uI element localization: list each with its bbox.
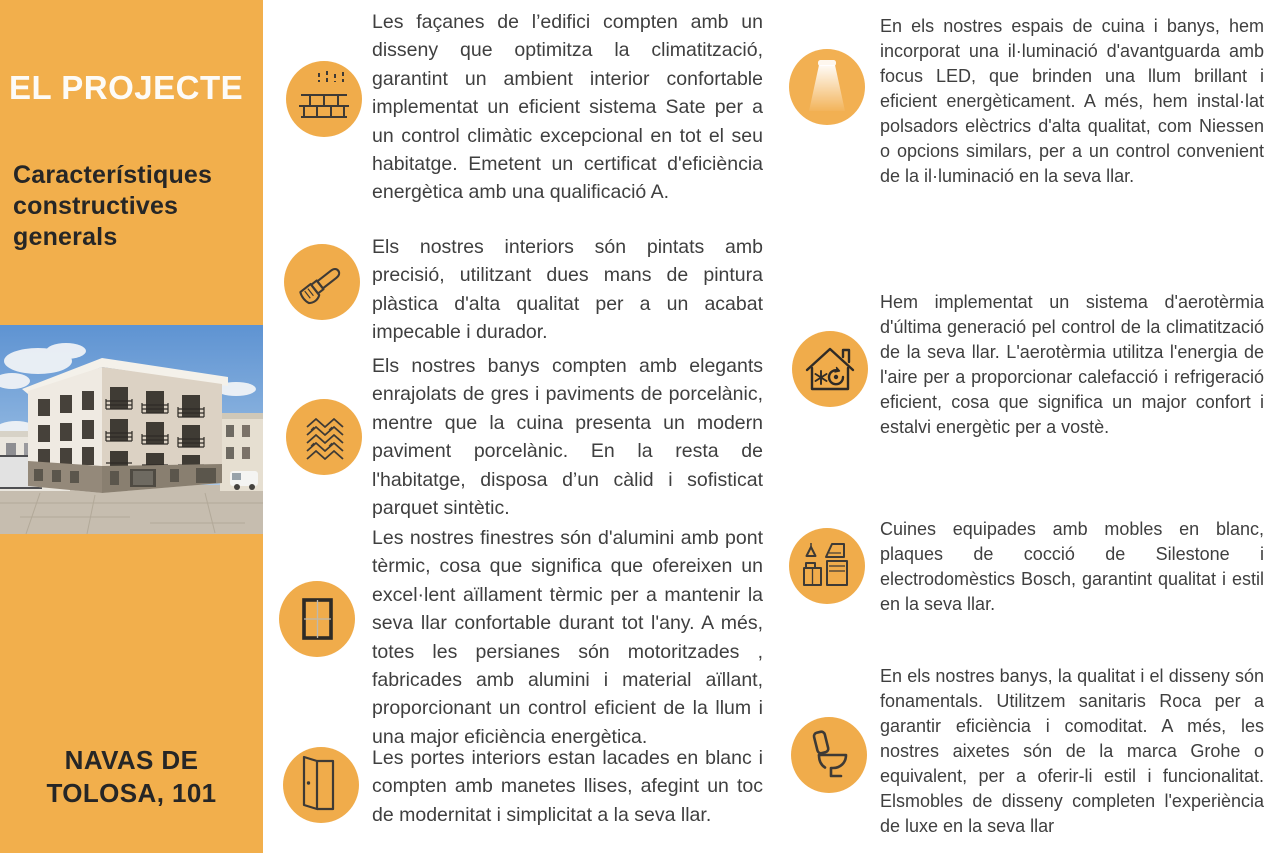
address: NAVAS DE TOLOSA, 101 — [46, 745, 217, 808]
toilet-icon — [791, 717, 867, 793]
sidebar — [0, 0, 263, 853]
page-title: EL PROJECTE — [9, 69, 244, 106]
paragraph-flooring: Els nostres banys compten amb elegants enrajolats de gres i paviments de porcelànic, mentre que la cuina presenta un modern paviment porcelànic. En la resta de l'habitatge, disposa d’un càlid i sofisticat parquet sintètic. — [372, 355, 763, 520]
page-subtitle: Característiques constructives generals — [13, 161, 213, 251]
kitchen-icon — [789, 528, 865, 604]
paintbrush-icon — [284, 244, 360, 320]
paragraph-aerothermal: Hem implementat un sistema d'aerotèrmia d'última generació pel control de la climatització de la seva llar. L'aerotèrmia utilitza l'energia de l'aire per a proporcionar calefacció i refrigeració eficient, cosa que significa un major confort i estalvi energètic per a vostè. — [880, 292, 1264, 437]
paragraph-doors: Les portes interiors estan lacades en blanc i compten amb manetes llises, afegint un toc de modernitat i simplicitat a la seva llar. — [372, 747, 763, 826]
paragraph-bathroom: En els nostres banys, la qualitat i el disseny són fonamentals. Utilitzem sanitaris Roca per a garantir eficiència i comoditat. A més, les nostres aixetes són de la marca Grohe o equivalent, per a oferir-li estil i funcionalitat. Elsmobles de disseny completen l'experiència de luxe en la seva llar — [880, 666, 1264, 836]
paragraph-kitchen: Cuines equipades amb mobles en blanc, plaques de cocció de Silestone i electrodomèstics Bosch, garantint qualitat i estil en la seva llar. — [880, 519, 1264, 614]
paragraph-windows: Les nostres finestres són d'alumini amb pont tèrmic, cosa que significa que ofereixen un excel·lent aïllament tèrmic per a mantenir la seva llar confortable durant tot l'any. A més, totes les persianes són motoritzades , fabricades amb alumini i material aïllant, proporcionant un control eficient de la llum i una major eficiència energètica. — [372, 527, 763, 748]
paragraph-facades: Les façanes de l’edifici compten amb un disseny que optimitza la climatització, garantint un ambient interior confortable implementat un eficient sistema Sate per a un control climàtic excepcional en tot el seu habitatge. Emetent un certificat d'eficiència energètica amb una qualificació A. — [372, 11, 763, 204]
door-icon — [283, 747, 359, 823]
parquet-herringbone-icon — [286, 399, 362, 475]
brick-wall-icon — [286, 61, 362, 137]
paragraph-painting: Els nostres interiors són pintats amb precisió, utilitzant dues mans de pintura plàstica d'alta qualitat per a un acabat impecable i durador. — [372, 236, 763, 344]
window-icon — [279, 581, 355, 657]
paragraph-lighting: En els nostres espais de cuina i banys, hem incorporat una il·luminació d'avantguarda amb focus LED, que brinden una llum brillant i eficient energèticament. A més, hem instal·lat polsadors elèctrics d'alta qualitat, com Niessen o opcions similars, per a un control convenient de la il·luminació en la seva llar. — [880, 16, 1264, 186]
aerothermal-house-icon — [792, 331, 868, 407]
building-photo — [0, 325, 263, 534]
ceiling-light-icon — [789, 49, 865, 125]
